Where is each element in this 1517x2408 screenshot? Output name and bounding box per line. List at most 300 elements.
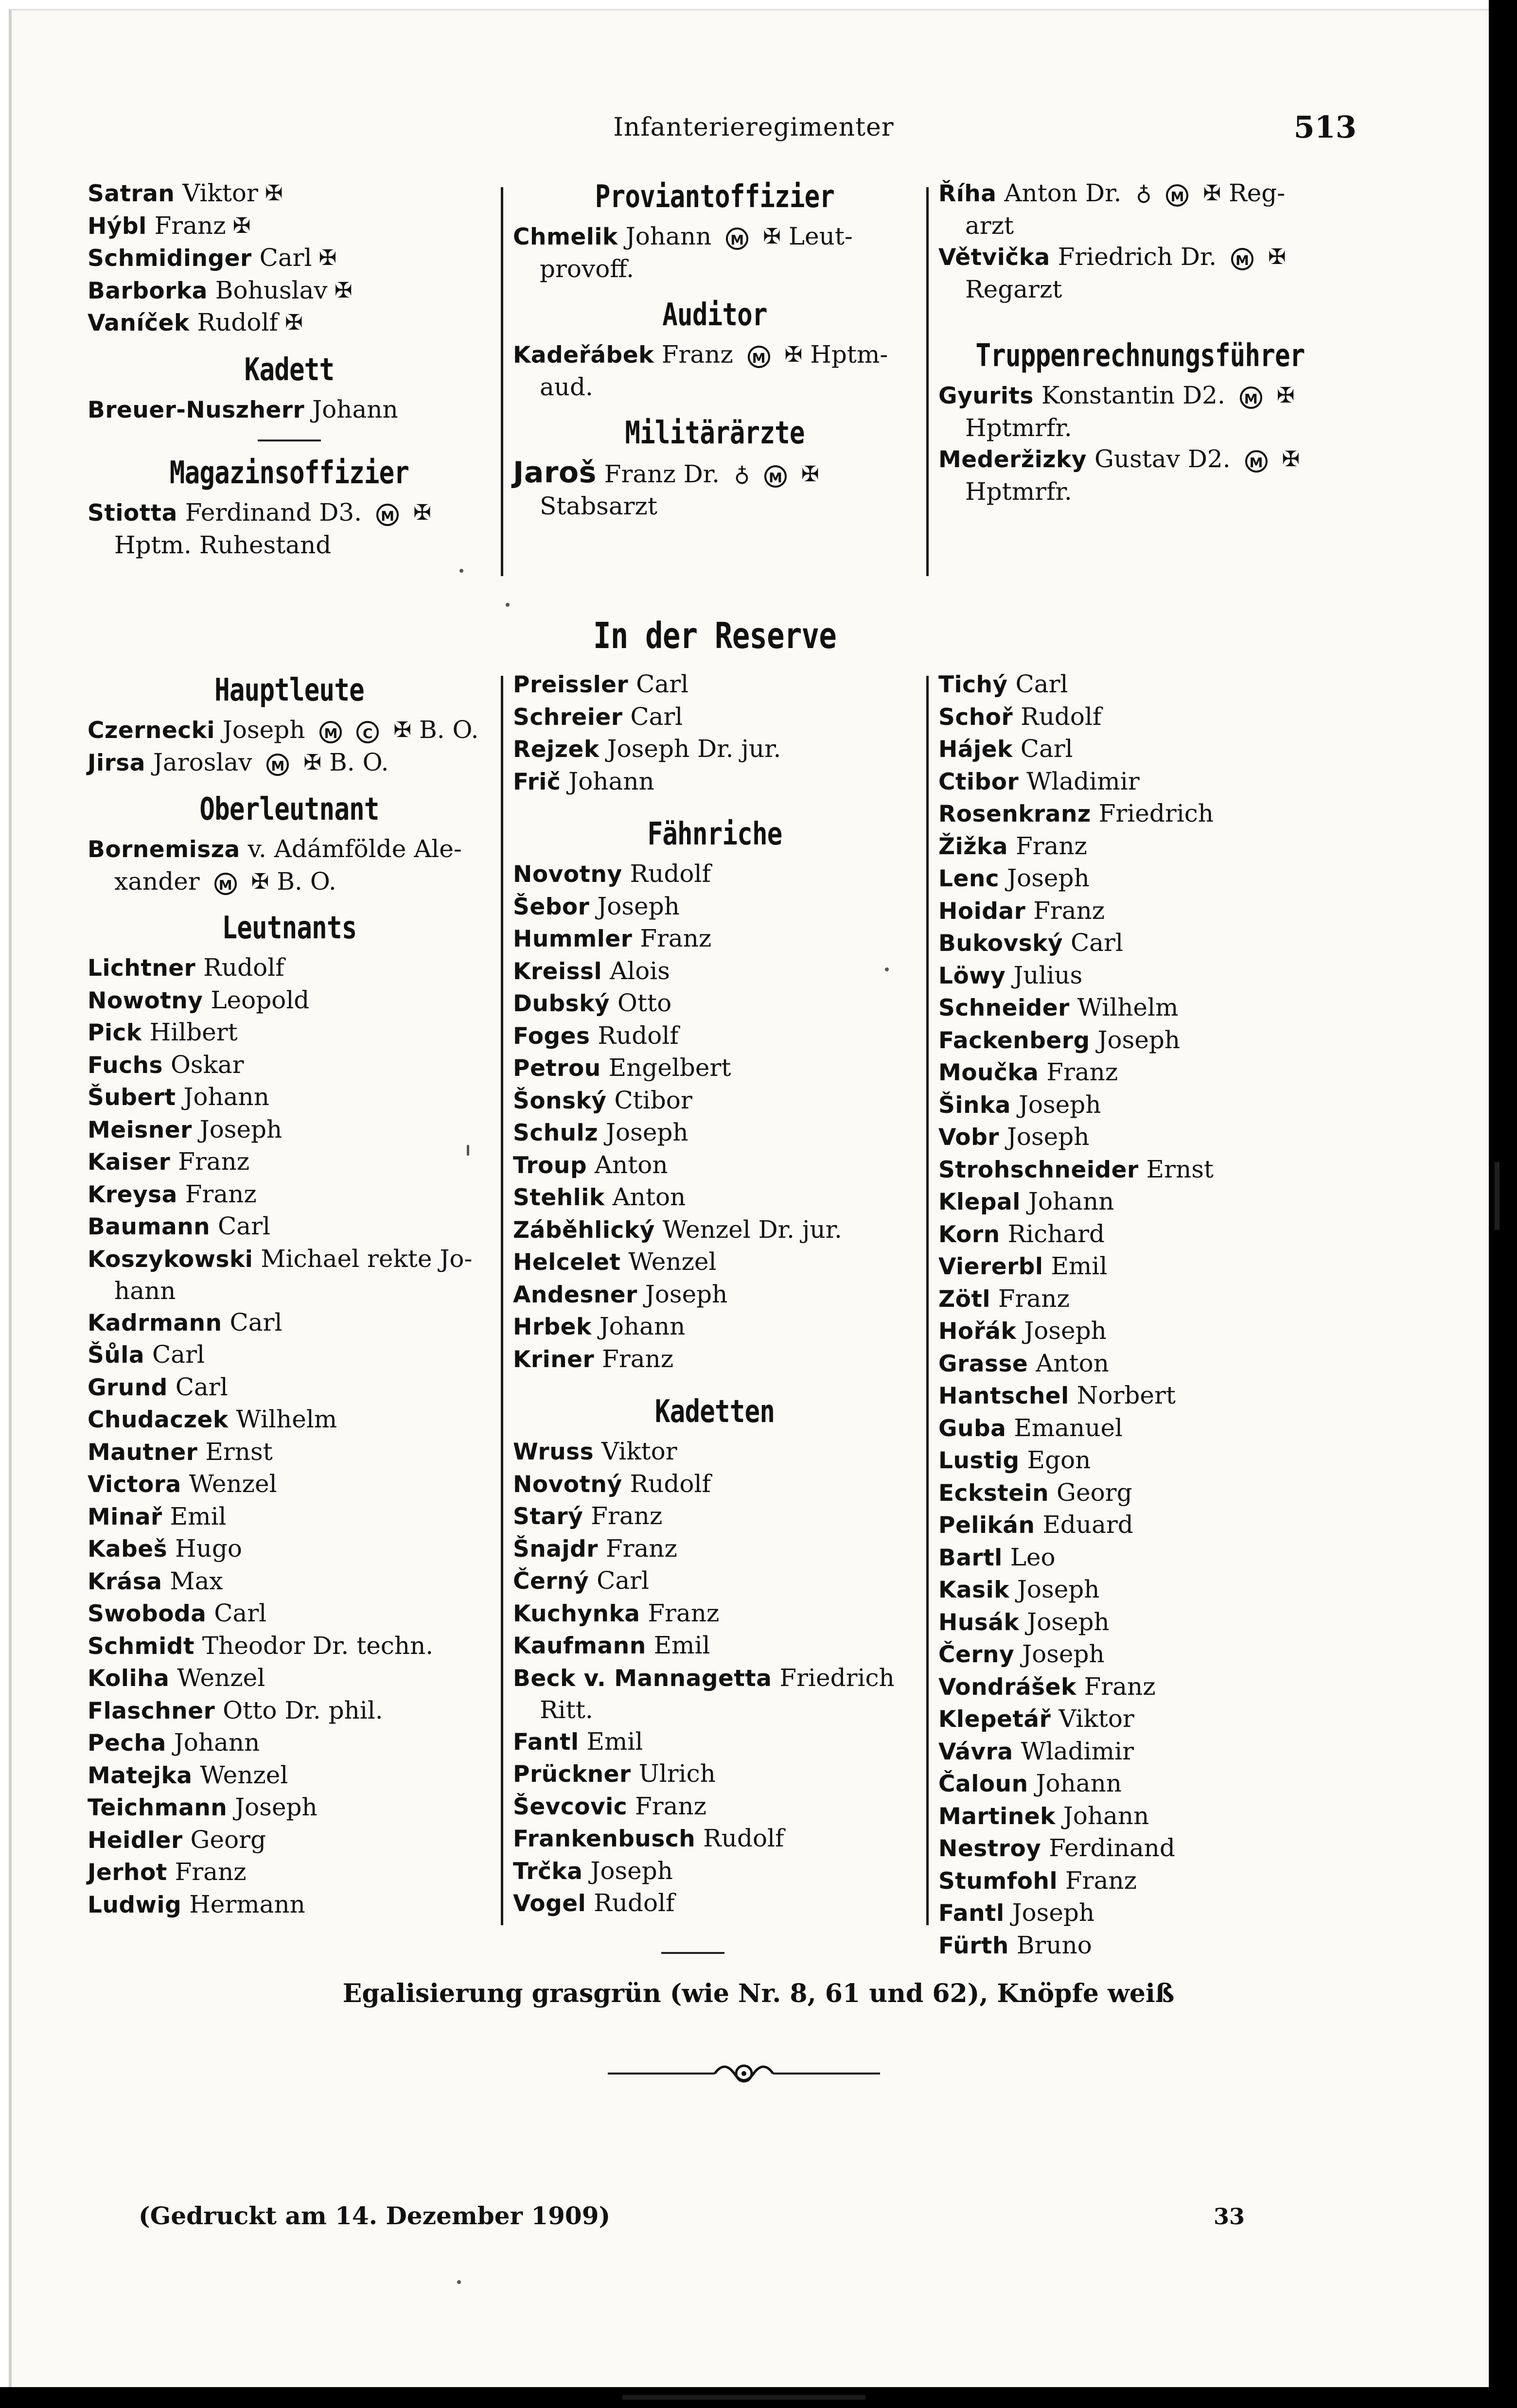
column-rule-bottom-left: [501, 676, 503, 1925]
given-name: Franz Dr.: [604, 460, 720, 488]
given-name: Carl: [1070, 929, 1123, 957]
column-c-bottom: [938, 668, 1342, 1962]
surname: Czernecki: [88, 717, 215, 744]
gyurits-entry: [938, 380, 1342, 412]
surname: Satran: [88, 180, 175, 207]
list-entry: [938, 1542, 1342, 1574]
surname: Jirsa: [88, 749, 145, 776]
list-entry: [938, 1638, 1342, 1671]
surname: Klepetář: [938, 1706, 1051, 1733]
given-name: Johann: [568, 767, 654, 795]
given-name: Hugo: [175, 1534, 242, 1563]
given-name: Leo: [1010, 1543, 1056, 1571]
list-entry: [88, 1695, 491, 1727]
given-name: Ferdinand D3.: [185, 498, 362, 527]
surname: Barborka: [88, 277, 208, 304]
surname: Flaschner: [88, 1697, 215, 1724]
given-name: Joseph: [606, 1118, 688, 1146]
given-name: Franz: [635, 1792, 706, 1820]
surname: Eckstein: [938, 1479, 1049, 1507]
list-entry: [513, 923, 917, 955]
given-name: Gustav D2.: [1094, 445, 1231, 473]
surname: Fantl: [938, 1900, 1005, 1927]
rank-suffix: Reg-: [1229, 179, 1286, 207]
list-entry: [88, 307, 491, 339]
surname: Zötl: [938, 1285, 990, 1313]
list-entry: [938, 1186, 1342, 1218]
heading-militaeraerzte: Militärärzte: [625, 415, 805, 451]
surname: Kreissl: [513, 958, 602, 985]
surname: Fuchs: [88, 1052, 163, 1079]
given-name: Alois: [610, 956, 670, 985]
list-entry: [88, 394, 491, 426]
surname: Lichtner: [88, 955, 196, 982]
given-name: Carl: [630, 702, 683, 731]
surname: Černy: [938, 1641, 1015, 1668]
list-entry: [938, 862, 1342, 895]
order-cross-icon: ✠: [265, 181, 283, 206]
surname: Teichmann: [88, 1794, 228, 1821]
list-entry: [513, 1311, 917, 1343]
heading-leutnants: Leutnants: [222, 910, 357, 946]
list-entry: [938, 701, 1342, 734]
surname: Petrou: [513, 1055, 601, 1082]
order-cross-icon: ✠: [334, 278, 353, 303]
list-entry: [88, 1146, 491, 1178]
list-entry: [88, 1598, 491, 1630]
list-entry: [513, 1791, 917, 1823]
vetvicka-continuation: Regarzt: [965, 275, 1062, 303]
surname: Šinka: [938, 1091, 1011, 1119]
list-entry: [513, 766, 917, 798]
given-name: Egon: [1027, 1446, 1091, 1474]
surname: Krása: [88, 1568, 162, 1595]
surname: Guba: [938, 1415, 1006, 1442]
list-entry: [88, 242, 491, 275]
given-name: Leopold: [211, 985, 310, 1014]
surname: Hořák: [938, 1318, 1017, 1345]
surname: Bukovský: [938, 930, 1063, 957]
list-entry: [513, 1662, 917, 1695]
given-name: Joseph: [1017, 1575, 1100, 1603]
surname: Matejka: [88, 1762, 193, 1789]
surname: Kasik: [938, 1577, 1009, 1603]
given-name: Joseph: [1097, 1025, 1181, 1054]
surname: Victora: [88, 1471, 181, 1498]
given-name-continuation: xander: [114, 867, 200, 896]
surname: Šubert: [88, 1084, 176, 1111]
given-name: Franz: [605, 1534, 677, 1563]
auditor-entry: [513, 339, 917, 371]
surname: Schmidt: [88, 1633, 194, 1660]
list-entry: [513, 1468, 917, 1501]
merit-m-icon: M: [748, 346, 770, 368]
decoration-suffix: B. O.: [277, 867, 336, 896]
surname: Beck v. Mannagetta: [513, 1665, 772, 1692]
given-name: Theodor Dr. techn.: [202, 1631, 434, 1660]
given-name: Franz: [591, 1502, 663, 1530]
list-entry: [88, 275, 491, 307]
given-name: Joseph: [235, 1793, 318, 1821]
heading-faehnriche: Fähnriche: [647, 816, 782, 852]
given-name: Joseph Dr. jur.: [607, 735, 781, 763]
given-name: Carl: [218, 1212, 270, 1240]
given-name: Joseph: [1018, 1090, 1101, 1119]
list-entry: [513, 733, 917, 766]
surname: Vaníček: [88, 310, 190, 336]
given-name: Joseph: [1012, 1898, 1095, 1927]
list-entry: [88, 1468, 491, 1501]
surname: Stumfohl: [938, 1867, 1058, 1895]
surname: Vávra: [938, 1738, 1013, 1765]
column-b-top: [513, 175, 917, 522]
list-entry: [88, 1630, 491, 1663]
list-entry-continuation: hann: [114, 1277, 176, 1305]
list-entry: [513, 1085, 917, 1117]
given-name: Friedrich: [779, 1663, 895, 1692]
surname: Stiotta: [88, 500, 177, 527]
given-name: Rudolf: [630, 1469, 711, 1498]
order-cross-icon: ✠: [1282, 447, 1300, 472]
surname: Záběhlický: [513, 1216, 655, 1244]
order-cross-icon: ✠: [318, 246, 337, 270]
list-entry: [513, 1279, 917, 1311]
list-entry: [88, 1371, 491, 1404]
proviantoffizier-entry: [513, 221, 917, 253]
surname: Žižka: [938, 833, 1008, 860]
list-entry: [88, 1436, 491, 1469]
given-name: Rudolf: [598, 1021, 679, 1050]
list-entry: [88, 1889, 491, 1921]
page-number: 513: [1293, 109, 1357, 145]
surname: Heidler: [88, 1827, 183, 1854]
surname: Koliha: [88, 1665, 170, 1692]
surname: Chudaczek: [88, 1406, 229, 1433]
given-name: Joseph: [1006, 1123, 1090, 1151]
list-entry: [88, 952, 491, 984]
merit-m-icon: M: [319, 721, 342, 743]
decoration-suffix: B. O.: [329, 748, 389, 776]
given-name: Johann: [174, 1728, 260, 1757]
order-cross-icon: ✠: [303, 750, 322, 775]
given-name: Carl: [152, 1340, 205, 1369]
surname: Kuchynka: [513, 1600, 640, 1627]
given-name: Joseph: [1007, 864, 1090, 892]
surname: Gyurits: [938, 383, 1034, 409]
list-entry: [938, 798, 1342, 830]
surname: Říha: [938, 180, 997, 207]
given-name: Anton: [1036, 1349, 1109, 1377]
surname: Novotný: [513, 1471, 622, 1498]
given-name: Max: [170, 1566, 223, 1595]
given-name: Rudolf: [703, 1824, 784, 1852]
list-entry: [88, 1727, 491, 1759]
surname: Wruss: [513, 1439, 594, 1465]
surname: Hummler: [513, 926, 633, 952]
list-entry: [513, 1052, 917, 1085]
proviantoffizier-continuation: provoff.: [540, 254, 634, 283]
given-name: Carl: [259, 244, 312, 272]
surname: Hoidar: [938, 897, 1026, 925]
list-entry: [88, 1178, 491, 1211]
decoration-suffix: B. O.: [419, 716, 479, 744]
list-entry: [513, 955, 917, 988]
surname: Trčka: [513, 1858, 583, 1885]
list-entry: [513, 1598, 917, 1630]
given-name: Rudolf: [203, 953, 284, 982]
given-name: Friedrich Dr.: [1058, 243, 1217, 271]
scan-speck: [506, 603, 510, 607]
surname: Kaiser: [88, 1149, 171, 1176]
surname: Strohschneider: [938, 1156, 1139, 1183]
surname: Větvička: [938, 244, 1050, 271]
mederzizky-entry: [938, 443, 1342, 476]
list-entry: [938, 1800, 1342, 1833]
surname: Vobr: [938, 1124, 999, 1151]
list-entry: [88, 1792, 491, 1824]
given-name: Joseph: [199, 1115, 282, 1143]
given-name: Franz: [185, 1179, 257, 1208]
riha-continuation: arzt: [965, 211, 1014, 240]
rank-suffix: Hptm-: [810, 340, 888, 369]
ornament-icon: [598, 2054, 890, 2093]
given-name: Carl: [175, 1372, 228, 1401]
given-name: Emil: [586, 1727, 643, 1756]
signature-mark: 33: [1213, 2203, 1245, 2230]
list-entry: [938, 1897, 1342, 1930]
list-entry: [938, 733, 1342, 766]
given-name: Rudolf: [594, 1889, 675, 1917]
surname: Breuer-Nuszherr: [88, 396, 305, 423]
surname: Kadrmann: [88, 1309, 222, 1336]
list-entry: [938, 1056, 1342, 1089]
column-rule-bottom-right: [926, 676, 929, 1925]
given-name: Eduard: [1042, 1511, 1133, 1539]
given-name: Hilbert: [149, 1018, 238, 1046]
surname: Černý: [513, 1568, 589, 1595]
list-entry: [88, 1081, 491, 1114]
merit-m-icon: M: [376, 504, 399, 526]
surname: Mederžizky: [938, 446, 1087, 473]
heading-kadetten: Kadetten: [654, 1394, 775, 1430]
scan-speck: [885, 967, 889, 971]
surname: Šnajdr: [513, 1535, 598, 1563]
order-cross-icon: ✠: [1203, 181, 1221, 206]
surname: Klepal: [938, 1189, 1021, 1215]
given-name: Ernst: [205, 1437, 273, 1466]
given-name: Emil: [170, 1502, 227, 1530]
list-entry: [938, 895, 1342, 928]
column-a-bottom: [88, 668, 491, 1921]
list-entry: [513, 1343, 917, 1376]
list-entry: [513, 1823, 917, 1855]
order-cross-icon: ✠: [393, 718, 412, 742]
given-name: Franz: [661, 340, 733, 369]
given-name: Engelbert: [608, 1054, 731, 1082]
given-name: Franz: [602, 1344, 674, 1373]
given-name: Joseph: [1027, 1607, 1110, 1636]
surname: Prückner: [513, 1761, 631, 1788]
list-entry: [938, 960, 1342, 992]
given-name: Wladimir: [1026, 767, 1140, 795]
list-entry: [513, 1758, 917, 1791]
list-entry: [88, 210, 491, 243]
given-name: Anton: [594, 1150, 668, 1179]
surname: Schreier: [513, 703, 623, 731]
list-entry: [938, 1477, 1342, 1510]
surname: Rejzek: [513, 736, 600, 763]
given-name: Franz: [1033, 896, 1105, 925]
list-entry: [88, 1662, 491, 1695]
oberleutnant-continuation: [88, 866, 491, 898]
mederzizky-continuation: Hptmrfr.: [965, 477, 1072, 506]
list-entry: [938, 1250, 1342, 1283]
surname: Lenc: [938, 865, 1000, 892]
given-name: Ernst: [1146, 1155, 1214, 1183]
order-cross-icon: ✠: [413, 500, 431, 525]
merit-m-icon: M: [1245, 450, 1268, 473]
surname: Meisner: [88, 1116, 192, 1143]
surname: Bartl: [938, 1544, 1003, 1571]
given-name: Johann: [312, 395, 398, 423]
given-name: Carl: [214, 1599, 267, 1627]
surname: Moučka: [938, 1059, 1039, 1086]
given-name: Wladimir: [1021, 1737, 1134, 1765]
given-name: Wenzel: [200, 1760, 288, 1789]
given-name: Franz: [178, 1147, 250, 1176]
list-entry: [938, 1509, 1342, 1542]
given-name: Johann: [625, 222, 712, 250]
merit-m-icon: M: [1166, 184, 1188, 207]
surname: Korn: [938, 1221, 1000, 1248]
list-entry: [513, 1533, 917, 1565]
surname: Hájek: [938, 736, 1013, 763]
scan-edge-bottom: [0, 2387, 1517, 2408]
surname: Fürth: [938, 1932, 1009, 1959]
surname: Fackenberg: [938, 1027, 1090, 1054]
list-entry: [938, 1768, 1342, 1800]
given-name: Johann: [599, 1312, 686, 1340]
given-name: Franz: [640, 924, 712, 952]
scan-speck: [457, 2280, 461, 2284]
heading-in-der-reserve: In der Reserve: [593, 615, 836, 657]
list-entry: [938, 1574, 1342, 1606]
surname: Mautner: [88, 1439, 198, 1466]
surname: Minař: [88, 1503, 162, 1530]
heading-kadett: Kadett: [244, 352, 335, 388]
list-entry: [88, 1339, 491, 1371]
given-name: Hermann: [189, 1890, 305, 1918]
list-entry: [938, 1283, 1342, 1316]
given-name: Jaroslav: [153, 748, 252, 776]
surname: Hantschel: [938, 1383, 1069, 1409]
list-entry: [938, 1218, 1342, 1251]
column-c-top: [938, 177, 1342, 507]
gyurits-continuation: Hptmrfr.: [965, 413, 1072, 442]
surname: Pelikán: [938, 1512, 1035, 1539]
list-entry: [513, 891, 917, 923]
list-entry: [88, 1856, 491, 1889]
given-name: Franz: [1065, 1866, 1137, 1895]
surname: Lustig: [938, 1447, 1020, 1474]
surname: Chmelik: [513, 224, 618, 250]
surname: Novotny: [513, 861, 622, 888]
list-entry: [938, 1121, 1342, 1154]
given-name: Ferdinand: [1049, 1834, 1175, 1862]
given-name: Friedrich: [1098, 799, 1214, 827]
list-entry: [938, 1671, 1342, 1704]
surname: Hýbl: [88, 212, 147, 240]
surname: Pick: [88, 1019, 142, 1046]
list-entry: [88, 1565, 491, 1598]
oberleutnant-entry: [88, 833, 491, 866]
heading-oberleutnant: Oberleutnant: [199, 791, 379, 827]
list-entry: [938, 992, 1342, 1024]
militaeraerzte-entry: [513, 457, 917, 491]
given-name: Richard: [1007, 1219, 1105, 1248]
given-name: Joseph: [222, 716, 305, 744]
order-cross-icon: ✠: [1276, 383, 1295, 408]
given-name: Wilhelm: [236, 1405, 337, 1433]
print-date: (Gedruckt am 14. Dezember 1909): [139, 2201, 611, 2230]
given-name: Franz: [648, 1599, 720, 1627]
surname: Schulz: [513, 1120, 599, 1146]
auditor-continuation: aud.: [540, 372, 593, 401]
merit-m-icon: M: [764, 465, 787, 488]
list-entry: [938, 1154, 1342, 1186]
surname: Viererbl: [938, 1253, 1043, 1280]
heading-truppenrechnungsfuehrer: Truppenrechnungsführer: [975, 338, 1305, 374]
list-entry: [938, 1930, 1342, 1962]
surname: Schoř: [938, 703, 1013, 731]
surname: Kreysa: [88, 1181, 177, 1208]
given-name: Anton: [612, 1183, 686, 1211]
list-entry: [88, 1017, 491, 1049]
given-name: Johann: [1028, 1187, 1114, 1215]
running-header: Infanterieregimenter: [613, 113, 894, 142]
given-name: Michael rekte Jo-: [261, 1244, 473, 1273]
list-entry: [513, 1149, 917, 1182]
list-entry: [513, 1117, 917, 1149]
surname: Helcelet: [513, 1249, 621, 1276]
surname: Kriner: [513, 1346, 595, 1373]
given-name: Franz: [1015, 831, 1087, 860]
magazinsoffizier-entry: [88, 497, 491, 529]
surname: Jerhot: [88, 1859, 167, 1886]
surname: Löwy: [938, 962, 1006, 989]
list-entry: [938, 1606, 1342, 1639]
surname: Grund: [88, 1374, 168, 1401]
list-entry: [513, 1214, 917, 1247]
given-name: Carl: [1015, 670, 1068, 698]
list-entry: [88, 1211, 491, 1243]
given-name: Johann: [183, 1083, 269, 1111]
given-name: Carl: [597, 1566, 650, 1595]
given-name: Bruno: [1016, 1931, 1092, 1959]
surname: Frič: [513, 768, 561, 795]
order-cross-icon: ✠: [1268, 245, 1286, 269]
given-name: Wenzel Dr. jur.: [662, 1215, 842, 1244]
scan-speck: [459, 569, 463, 573]
scan-edge-right: [1489, 0, 1517, 2408]
given-name: v. Adámfölde Ale-: [247, 835, 462, 863]
given-name: Wilhelm: [1077, 993, 1179, 1021]
list-entry: [513, 1630, 917, 1662]
order-cross-icon: ✠: [801, 462, 819, 487]
list-entry: [938, 830, 1342, 863]
list-entry: [938, 1412, 1342, 1445]
list-entry: [513, 1181, 917, 1214]
